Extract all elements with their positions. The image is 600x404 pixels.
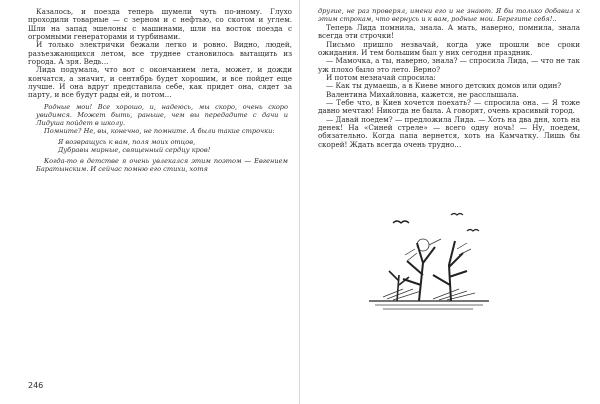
ink-illustration [363,205,495,317]
paragraph: — Как ты думаешь, а в Киеве много детских домов или один? [326,81,562,91]
paragraph: И потом незначай спросила: [326,72,436,82]
bird-icon [467,230,479,232]
poem-line: Я возвращусь к вам, поля моих отцов, [58,138,196,147]
paragraph: Валентина Михайловна, кажется, не расслышала. [326,89,519,99]
poem-line: Дубравы мирные, священный сердцу кров! [58,146,211,155]
paragraph: Лида подумала, что вот с окончанием лета, может, и дожди кончатся, а значит, и сентябрь будет хорошим, и все пойдет еще лучше. И она вдруг представила себе, как придет она, сядет за парту, и все будут рады ей, и потом... [28,65,292,100]
letter-continuation: другие, не раз проверял, имени его и не знают. Я бы только добавил к этим строкам, что вернусь и к вам, родные мои. Берегите себя!.. [318,7,580,23]
letter-paragraph: Родные мои! Все хорошо, и, надеюсь, мы скоро, очень скоро увидимся. Может быть, раньше, чем вы передадите с дачи и Лидуша пойдет в школу. [36,102,288,127]
paragraph: И только электрички бежали легко и ровно. Видно, людей, разъезжающихся летом, все труднее становилось вытащить из города. А зря. Ведь... [28,40,292,67]
letter-paragraph: Помните? Не, вы, конечно, не помните. А были такие строчки: [44,126,275,135]
bird-icon [393,221,409,223]
paragraph: Теперь Лида помнила, знала. А мать, наверно, помнила, знала всегда эти строчки! [318,22,580,41]
page-number: 246 [28,381,44,390]
paragraph: — Мамочка, а ты, наверно, знала? — спросила Лида, — что не так уж плохо было это лето. Верно? [318,56,580,74]
right-page [300,0,600,404]
paragraph: Письмо пришло незвачай, когда уже прошли все сроки ожидания. И тем большим был у них сегодня праздник. [318,39,580,57]
letter-paragraph: Когда-то в детстве я очень увлекался этим поэтом — Евгением Баратынским. И сейчас помню его стихи, хотя [36,157,288,174]
paragraph: Казалось, и поезда теперь шумели чуть по-иному. Глухо проходили товарные — с зерном и с нефтью, со скотом и углем. Шли на запад эшелоны с машинами, шли на восток поезда с огромными генераторами и турбинами. [28,7,292,42]
poem [28,138,292,154]
letter-block [28,104,292,136]
paragraph: — Давай поедем? — предложила Лида. — Хоть на два дня, хоть на денек! На «Синей стреле» — всего одну ночь! — Ну, поедем, обязательно. Когда папа вернется, хоть на Камчатку. Лишь бы скорей! Ждать всегда очень трудно... [318,114,580,149]
letter-continued [28,158,292,174]
paragraph: — Тебе что, в Киев хочется поехать? — спросила она. — Я тоже давно мечтаю! Никогда не была. А говорят, очень красивый город. [318,97,580,116]
bird-icon [451,214,463,216]
